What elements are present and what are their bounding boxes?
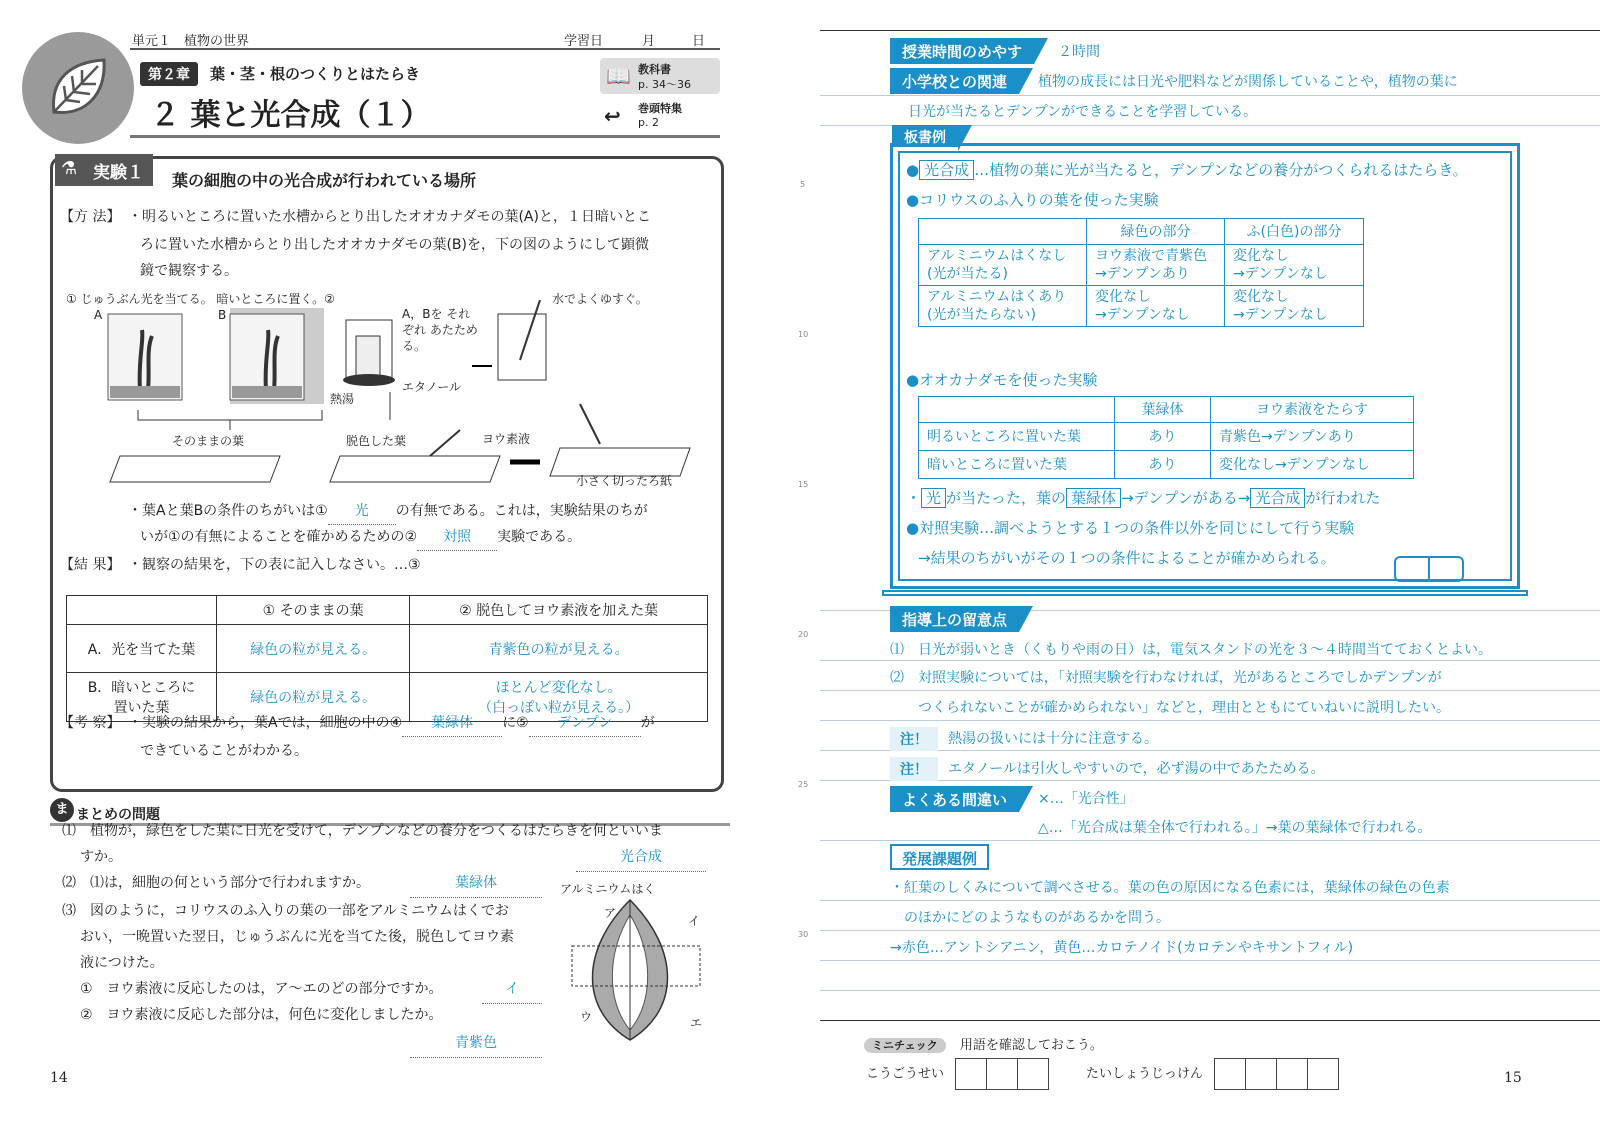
lesson-title: ２ 葉と光合成（１） xyxy=(150,98,431,133)
caution-1: 熱湯の扱いには十分に注意する。 xyxy=(948,731,1158,747)
rule-line xyxy=(820,900,1600,901)
mini-word-1-label: こうごうせい xyxy=(866,1066,945,1082)
rule-line xyxy=(820,95,1600,96)
question-1-answer: 光合成 xyxy=(576,844,706,872)
mistake-2: △…「光合成は葉全体で行われる。」→葉の葉緑体で行われる。 xyxy=(1038,820,1432,836)
question-3a: ⑶ 図のように，コリウスのふ入りの葉の一部をアルミニウムはくでお xyxy=(62,903,509,919)
mistake-1: ×…「光合性」 xyxy=(1038,791,1134,807)
left-page xyxy=(0,0,740,1135)
question-3c: 液につけた。 xyxy=(80,955,164,971)
leaf-label-e: エ xyxy=(690,1016,703,1030)
fig-ethanol-label: エタノール xyxy=(402,380,462,394)
answer-box[interactable] xyxy=(1307,1058,1339,1090)
condition-text-2a: いが①の有無によることを確かめるための② xyxy=(140,529,418,545)
rule-line xyxy=(820,840,1600,841)
answer-box[interactable] xyxy=(1214,1058,1246,1090)
rule-line xyxy=(820,990,1600,991)
condition-text-2b: 実験である。 xyxy=(497,529,582,545)
mini-word-1 xyxy=(866,1058,1049,1090)
condition-line-2 xyxy=(140,524,581,551)
elementary-text-2: 日光が当たるとデンプンができることを学習している。 xyxy=(908,104,1258,120)
mini-check xyxy=(864,1034,1103,1053)
table-cell-a2: 青紫色の粒が見える。 xyxy=(410,625,708,673)
coleus-header-1: 緑色の部分 xyxy=(1087,219,1225,245)
board-line-2: ●コリウスのふ入りの葉を使った実験 xyxy=(906,191,1159,209)
coleus-cell: →デンプンなし xyxy=(1095,307,1190,323)
fig-iodine-label: ヨウ素液 xyxy=(482,432,531,446)
book-icon: 📖 xyxy=(606,64,631,88)
answer-5: デンプン xyxy=(529,710,641,737)
question-3-2: ② ヨウ素液に反応した部分は，何色に変化しましたか。 xyxy=(80,1007,443,1023)
summary-title: まとめの問題 xyxy=(76,807,160,823)
elodea-table xyxy=(918,396,1414,479)
question-1a: ⑴ 植物が，緑色をした葉に日光を受けて，デンプンなどの養分をつくるはたらきを何といいま xyxy=(62,823,663,839)
board-term-light: 光 xyxy=(921,488,946,508)
board-line-5: ●対照実験…調べようとする１つの条件以外を同じにして行う実験 xyxy=(906,519,1355,537)
question-3b: おい，一晩置いた翌日，じゅうぶんに光を当てた後，脱色してヨウ素 xyxy=(80,929,514,945)
rule-line xyxy=(820,930,1600,931)
guidance-badge: 指導上の留意点 xyxy=(890,606,1019,632)
coleus-row-2a: アルミニウムはくあり xyxy=(927,289,1067,305)
answer-box[interactable] xyxy=(986,1058,1018,1090)
answer-box[interactable] xyxy=(1017,1058,1049,1090)
mini-check-badge: ミニチェック xyxy=(864,1038,946,1053)
answer-box[interactable] xyxy=(1245,1058,1277,1090)
fig-label-a: A xyxy=(94,308,103,322)
fig-hotwater-label: 熱湯 xyxy=(330,392,355,406)
day-label: 日 xyxy=(692,34,706,49)
question-1b: すか。 xyxy=(80,849,122,865)
elementary-text-1: 植物の成長には日光や肥料などが関係していることや，植物の葉に xyxy=(1038,74,1458,90)
elodea-cell: あり xyxy=(1115,423,1211,451)
title-underline xyxy=(130,135,720,138)
guidance-2b: つくられないことが確かめられない」などと，理由とともにていねいに説明したい。 xyxy=(918,700,1450,716)
table-row-a: A．光を当てた葉 xyxy=(67,625,217,673)
condition-line-1 xyxy=(128,498,648,525)
coleus-row-1a: アルミニウムはくなし xyxy=(927,248,1067,264)
consider-label: 【考 察】 xyxy=(60,715,121,731)
result-text: ・観察の結果を，下の表に記入しなさい。…③ xyxy=(128,557,421,573)
consider-line-2: できていることがわかる。 xyxy=(140,743,308,759)
page-number-right: 15 xyxy=(1504,1070,1522,1086)
development-3: →赤色…アントシアニン，黄色…カロテノイド(カロテンやキサントフィル) xyxy=(890,940,1354,956)
textbook-ref xyxy=(600,58,720,94)
consider-text-a: ・実験の結果から，葉Aでは，細胞の中の④ xyxy=(128,715,403,731)
development-2: のほかにどのようなものがあるかを問う。 xyxy=(904,910,1170,926)
answer-4: 葉緑体 xyxy=(402,710,502,737)
rule-line xyxy=(820,720,1600,721)
line-number: 10 xyxy=(798,330,809,339)
board-line-1-text: …植物の葉に光が当たると，デンプンなどの養分がつくられるはたらき。 xyxy=(974,161,1468,179)
coleus-cell: →デンプンなし xyxy=(1233,307,1328,323)
coleus-cell: 変化なし xyxy=(1233,248,1289,264)
leaf-logo-icon xyxy=(22,32,134,144)
fig-step-label: ① じゅうぶん光を当てる。 暗いところに置く。② xyxy=(66,292,335,306)
consider-line-1 xyxy=(128,710,655,737)
answer-2: 対照 xyxy=(417,524,497,551)
experiment-badge xyxy=(55,154,153,186)
coleus-header-2: ふ(白色)の部分 xyxy=(1225,219,1364,245)
answer-box[interactable] xyxy=(955,1058,987,1090)
board-line-4-a: ・ xyxy=(906,489,922,507)
board-term-photosynthesis: 光合成 xyxy=(919,160,974,180)
mini-check-text: 用語を確認しておこう。 xyxy=(959,1038,1103,1053)
board-line-4-d: が行われた xyxy=(1305,489,1381,507)
textbook-label: 教科書 xyxy=(638,63,671,76)
fig-filter-label: 小さく切ったろ紙 xyxy=(576,474,673,488)
coleus-row-1b: (光が当たる) xyxy=(927,266,1008,282)
aim-badge: 授業時間のめやす xyxy=(890,38,1034,64)
table-header-1: ① そのままの葉 xyxy=(217,596,410,625)
line-number: 15 xyxy=(798,480,809,489)
top-ruler xyxy=(820,30,1600,36)
coleus-cell: 変化なし xyxy=(1233,289,1289,305)
elodea-row-2: 暗いところに置いた葉 xyxy=(919,451,1115,479)
aim-value: ２時間 xyxy=(1058,44,1100,60)
return-arrow-icon: ↩ xyxy=(604,104,621,128)
guidance-2a: ⑵ 対照実験については，「対照実験を行わなければ，光があるところでしかデンプンが xyxy=(890,670,1442,686)
mini-word-2 xyxy=(1086,1058,1339,1090)
board-term-chloroplast: 葉緑体 xyxy=(1066,488,1121,508)
fig-ab-warm-label: A，Bを それぞれ あたためる。 xyxy=(402,307,478,353)
answer-box[interactable] xyxy=(1276,1058,1308,1090)
coleus-cell: →デンプンあり xyxy=(1095,266,1190,282)
elementary-badge: 小学校との関連 xyxy=(890,68,1019,94)
table-cell-b1: 緑色の粒が見える。 xyxy=(217,673,410,722)
line-number: 5 xyxy=(800,180,806,189)
method-text-3: 鏡で観察する。 xyxy=(140,263,238,279)
board-badge: 板書例 xyxy=(892,125,958,147)
table-header-2: ② 脱色してヨウ素液を加えた葉 xyxy=(410,596,708,625)
method-text-2: ろに置いた水槽からとり出したオオカナダモの葉(B)を，下の図のようにして顕微 xyxy=(140,237,649,253)
special-label: 巻頭特集 xyxy=(638,102,682,115)
development-badge: 発展課題例 xyxy=(890,844,989,870)
elodea-cell: あり xyxy=(1115,451,1211,479)
rule-line xyxy=(820,960,1600,961)
line-number: 30 xyxy=(798,930,809,939)
board-line-1: ● 光合成 …植物の葉に光が当たると，デンプンなどの養分がつくられるはたらき。 xyxy=(906,161,1468,179)
board-line-4-b: が当たった，葉の xyxy=(946,489,1067,507)
flask-icon: ⚗ xyxy=(61,158,78,179)
mistake-badge: よくある間違い xyxy=(890,786,1019,812)
special-page: p. 2 xyxy=(638,116,659,129)
fig-wash-label: 水でよくゆすぐ。 xyxy=(552,292,648,306)
leaf-label-u: ウ xyxy=(580,1010,593,1024)
elodea-cell: 変化なし→デンプンなし xyxy=(1211,451,1414,479)
result-label: 【結 果】 xyxy=(60,557,121,573)
question-2-answer: 葉緑体 xyxy=(410,870,542,898)
table-row-b-a: B．暗いところに xyxy=(87,680,196,696)
coleus-row-2b: (光が当たらない) xyxy=(927,307,1036,323)
leaf-label-a: ア xyxy=(604,906,617,920)
coleus-table xyxy=(918,218,1364,327)
caution-2: エタノールは引火しやすいので，必ず湯の中であたためる。 xyxy=(948,761,1325,777)
blackboard-inner xyxy=(898,151,1512,581)
right-page xyxy=(798,0,1600,1135)
board-line-4 xyxy=(906,488,1380,508)
eraser-icon xyxy=(1394,556,1464,582)
experiment-title: 葉の細胞の中の光合成が行われている場所 xyxy=(172,171,477,190)
unit-label: 単元１ 植物の世界 xyxy=(132,34,250,49)
line-number: 20 xyxy=(798,630,809,639)
page-number-left: 14 xyxy=(50,1070,68,1086)
board-line-4-c: →デンプンがある→ xyxy=(1121,489,1251,507)
result-table xyxy=(66,595,708,722)
caution-badge-2: 注！ xyxy=(890,757,938,781)
rule-line xyxy=(820,690,1600,691)
caution-badge-1: 注！ xyxy=(890,727,938,751)
answer-1: 光 xyxy=(328,498,396,525)
board-term-photosynthesis-2: 光合成 xyxy=(1250,488,1305,508)
development-1: ・紅葉のしくみについて調べさせる。葉の色の原因になる色素には，葉緑体の緑色の色素 xyxy=(890,880,1450,896)
board-line-3: ●オオカナダモを使った実験 xyxy=(906,371,1098,389)
condition-text-1b: の有無である。これは，実験結果のちが xyxy=(395,503,648,519)
leaf-foil-label: アルミニウムはく xyxy=(560,882,656,896)
coleus-cell: ヨウ素液で青紫色 xyxy=(1095,248,1207,264)
board-line-6: →結果のちがいがその１つの条件によることが確かめられる。 xyxy=(918,549,1336,567)
method-label: 【方 法】 xyxy=(60,209,121,225)
line-number: 25 xyxy=(798,780,809,789)
study-date-label: 学習日 xyxy=(564,34,604,49)
table-cell-b2a: ほとんど変化なし。 xyxy=(495,680,622,696)
guidance-1: ⑴ 日光が弱いとき（くもりや雨の日）は，電気スタンドの光を３～４時間当てておくとよい。 xyxy=(890,642,1492,658)
condition-text-1a: ・葉Aと葉Bの条件のちがいは① xyxy=(128,503,328,519)
consider-text-c: が xyxy=(640,715,655,731)
blackboard-base xyxy=(882,590,1528,596)
fig-asis-label: そのままの葉 xyxy=(172,434,245,448)
elodea-header-1: 葉緑体 xyxy=(1115,397,1211,423)
textbook-pages: p. 34～36 xyxy=(638,78,691,91)
table-cell-a1: 緑色の粒が見える。 xyxy=(217,625,410,673)
method-text-1: ・明るいところに置いた水槽からとり出したオオカナダモの葉(A)と，１日暗いとこ xyxy=(128,209,651,225)
experiment-badge-label: 実験１ xyxy=(93,163,144,183)
coleus-cell: 変化なし xyxy=(1095,289,1151,305)
chapter-title: 葉・茎・根のつくりとはたらき xyxy=(210,65,421,83)
elodea-header-2: ヨウ素液をたらす xyxy=(1211,397,1414,423)
question-3-1-answer: イ xyxy=(482,976,542,1004)
leaf-label-i: イ xyxy=(688,914,701,928)
fig-bleached-label: 脱色した葉 xyxy=(346,434,407,448)
question-3-2-answer: 青紫色 xyxy=(410,1030,542,1058)
fig-label-b: B xyxy=(218,308,227,322)
question-2: ⑵ ⑴は，細胞の何という部分で行われますか。 xyxy=(62,875,370,891)
month-label: 月 xyxy=(642,34,656,49)
consider-text-b: に⑤ xyxy=(502,715,529,731)
chapter-badge: 第２章 xyxy=(140,62,198,86)
elodea-row-1: 明るいところに置いた葉 xyxy=(919,423,1115,451)
coleus-cell: →デンプンなし xyxy=(1233,266,1328,282)
mini-word-2-label: たいしょうじっけん xyxy=(1086,1066,1204,1082)
table-cell-b2b: （白っぽい粒が見える。） xyxy=(478,700,640,716)
rule-line xyxy=(820,660,1600,661)
summary-icon: ま xyxy=(50,798,74,822)
question-3-1: ① ヨウ素液に反応したのは，ア～エのどの部分ですか。 xyxy=(80,981,443,997)
table-row-b-b: 置いた葉 xyxy=(113,700,170,716)
elodea-cell: 青紫色→デンプンあり xyxy=(1211,423,1414,451)
bottom-ruler xyxy=(820,1020,1600,1026)
unit-header xyxy=(130,28,720,50)
